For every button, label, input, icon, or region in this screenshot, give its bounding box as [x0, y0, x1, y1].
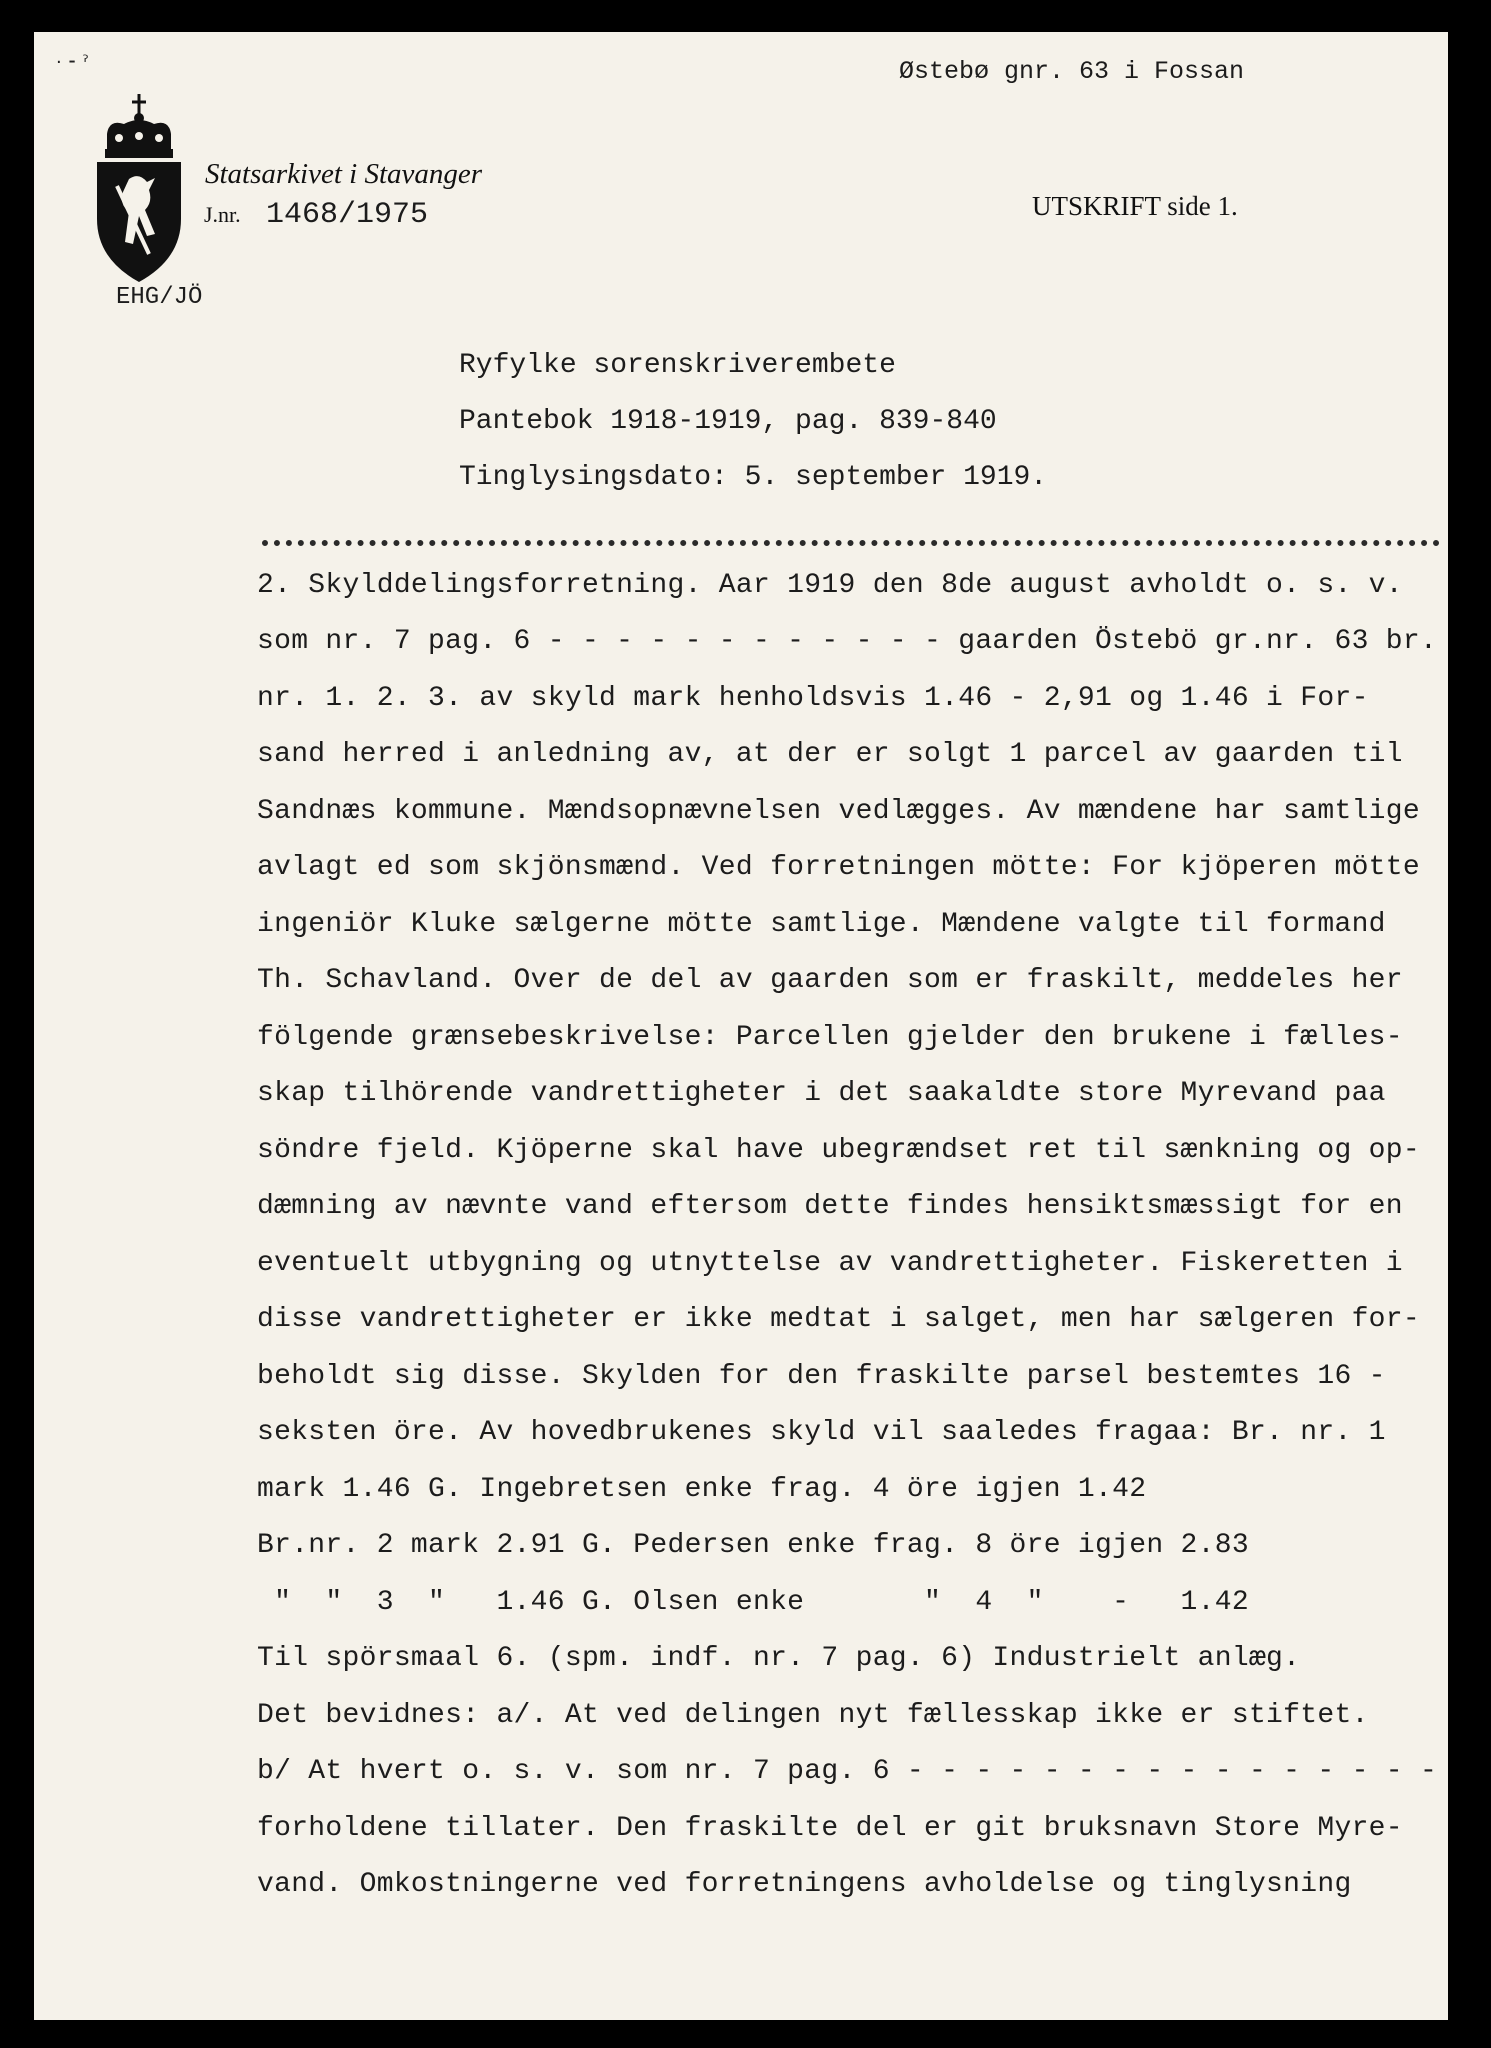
- journal-number-label: J.nr.: [204, 202, 241, 227]
- journal-number: 1468/1975: [266, 198, 429, 232]
- punch-marks: · ⁃ ˀ: [56, 52, 89, 73]
- source-book: Pantebok 1918-1919, pag. 839-840: [459, 406, 997, 437]
- text-line: som nr. 7 pag. 6 - - - - - - - - - - - - gaarden Östebö gr.nr. 63 br.: [257, 626, 1438, 657]
- initials: EHG/JÖ: [116, 284, 203, 311]
- text-line: disse vandrettigheter er ikke medtat i salget, men har sælgeren for-: [257, 1304, 1420, 1335]
- document-page: [34, 32, 1448, 2020]
- text-line: ingeniör Kluke sælgerne mötte samtlige. Mændene valgte til formand: [257, 909, 1386, 940]
- page-indicator: UTSKRIFT side 1.: [1032, 191, 1238, 221]
- text-line: Sandnæs kommune. Mændsopnævnelsen vedlægges. Av mændene har samtlige: [257, 796, 1420, 827]
- text-line: Br.nr. 2 mark 2.91 G. Pedersen enke frag. 8 öre igjen 2.83: [257, 1530, 1249, 1561]
- text-line: b/ At hvert o. s. v. som nr. 7 pag. 6 - - - - - - - - - - - - - - - -: [257, 1756, 1438, 1787]
- text-line: skap tilhörende vandrettigheter i det saakaldte store Myrevand paa: [257, 1078, 1386, 1109]
- text-line: forholdene tillater. Den fraskilte del er git bruksnavn Store Myre-: [257, 1813, 1403, 1844]
- text-line: sand herred i anledning av, at der er solgt 1 parcel av gaarden til: [257, 739, 1403, 770]
- text-line: 2. Skylddelingsforretning. Aar 1919 den 8de august avholdt o. s. v.: [257, 570, 1403, 601]
- text-line: " " 3 " 1.46 G. Olsen enke " 4 " - 1.42: [257, 1587, 1249, 1618]
- text-line: beholdt sig disse. Skylden for den fraskilte parsel bestemtes 16 -: [257, 1361, 1386, 1392]
- registration-date: Tinglysingsdato: 5. september 1919.: [459, 462, 1048, 493]
- text-line: eventuelt utbygning og utnyttelse av vandrettigheter. Fiskeretten i: [257, 1248, 1403, 1279]
- text-line: vand. Omkostningerne ved forretningens avholdelse og tinglysning: [257, 1869, 1352, 1900]
- text-line: söndre fjeld. Kjöperne skal have ubegrændset ret til sænkning og op-: [257, 1135, 1420, 1166]
- norwegian-coat-of-arms-icon: [89, 94, 189, 284]
- text-line: fölgende grænsebeskrivelse: Parcellen gjelder den brukene i fælles-: [257, 1022, 1403, 1053]
- archive-name: Statsarkivet i Stavanger: [205, 158, 483, 190]
- property-reference: Østebø gnr. 63 i Fossan: [899, 57, 1245, 86]
- text-line: dæmning av nævnte vand eftersom dette findes hensiktsmæssigt for en: [257, 1191, 1403, 1222]
- text-line: seksten öre. Av hovedbrukenes skyld vil saaledes fragaa: Br. nr. 1: [257, 1417, 1386, 1448]
- dotted-separator: [262, 524, 1440, 546]
- text-line: Det bevidnes: a/. At ved delingen nyt fællesskap ikke er stiftet.: [257, 1700, 1369, 1731]
- text-line: Til spörsmaal 6. (spm. indf. nr. 7 pag. 6) Industrielt anlæg.: [257, 1643, 1301, 1674]
- source-office: Ryfylke sorenskriverembete: [459, 350, 896, 381]
- text-line: mark 1.46 G. Ingebretsen enke frag. 4 öre igjen 1.42: [257, 1474, 1147, 1505]
- text-line: Th. Schavland. Over de del av gaarden som er fraskilt, meddeles her: [257, 965, 1403, 996]
- text-line: nr. 1. 2. 3. av skyld mark henholdsvis 1.46 - 2,91 og 1.46 i For-: [257, 683, 1369, 714]
- text-line: avlagt ed som skjönsmænd. Ved forretningen mötte: For kjöperen mötte: [257, 852, 1420, 883]
